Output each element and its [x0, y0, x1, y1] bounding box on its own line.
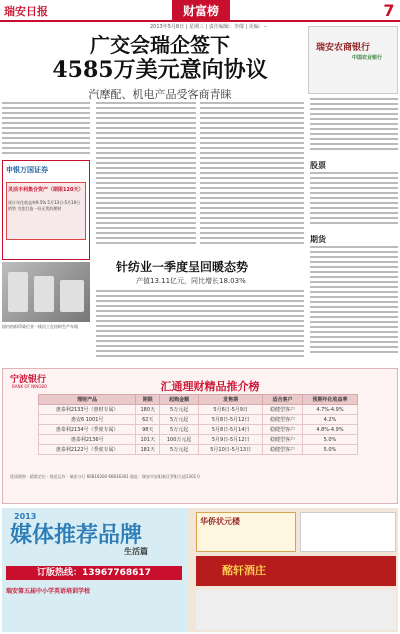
table-cell: 181天	[136, 445, 160, 455]
table-cell: 4.8%-4.9%	[302, 425, 357, 435]
table-cell: 5月9日-5月12日	[199, 435, 263, 445]
jewelry-ad[interactable]	[300, 512, 396, 552]
ningbo-bank-logo-en: BANK OF NINGBO	[12, 384, 48, 389]
table-cell: 5万元起	[160, 405, 199, 415]
lead-subhead: 汽摩配、机电产品受客商青睐	[88, 88, 232, 101]
securities-ad-product: 灵活丰利集合资产（期限120天）	[8, 187, 84, 193]
table-cell: 惠泰利2122号（季度专属）	[39, 445, 136, 455]
futures-text	[310, 246, 398, 364]
lead-article-col1	[2, 102, 90, 158]
table-header-row	[39, 395, 358, 405]
col-header: 预期年化收益率	[302, 395, 357, 405]
table-cell: 惠泰利2136号	[39, 435, 136, 445]
table-cell: 100万元起	[160, 435, 199, 445]
table-cell: 5.0%	[302, 435, 357, 445]
dateline: 2013年5月8日 | 星期三 | 责任编辑：李郁 | 美编：--	[150, 24, 268, 30]
table-cell: 稳健型客户	[263, 445, 303, 455]
table-cell: 5月10日-5月13日	[199, 445, 263, 455]
textile-headline: 针纺业一季度呈回暖态势	[116, 260, 249, 274]
textile-factory-photo	[2, 262, 90, 322]
media-ad-hotline[interactable]: 订版热线：13967768617	[6, 566, 182, 580]
lead-article-col2	[96, 102, 196, 252]
table-cell: 101天	[136, 435, 160, 445]
winery-ad-name: 酩轩酒庄	[222, 564, 266, 577]
table-cell: 4.7%-4.9%	[302, 405, 357, 415]
table-row	[39, 405, 358, 415]
securities-ad-detail: 预计年化收益率9.5% 5月13日-5月19日销售 为您打造一份无忧的理财	[8, 200, 81, 211]
stock-heading: 股票	[310, 161, 326, 170]
stock-text	[310, 172, 398, 230]
table-cell: 稳健型客户	[263, 405, 303, 415]
table-cell: 稳健型客户	[263, 435, 303, 445]
school-ad: 瑞安第五届中小学英语培训学校	[6, 588, 91, 595]
ningbo-bank-logo: 宁波银行	[10, 375, 47, 385]
table-row	[39, 445, 358, 455]
table-cell: 5月8日-5月14日	[199, 425, 263, 435]
agri-bank-logo: 中国农业银行	[352, 55, 383, 61]
col-header: 发售期	[199, 395, 263, 405]
photo-caption: 国内纺织印染行业一线员工在纺织生产车间	[2, 324, 78, 329]
table-cell: 62天	[136, 415, 160, 425]
table-row	[39, 435, 358, 445]
restaurant-ad-name: 华侨状元楼	[200, 517, 240, 526]
table-cell: 5月8日-5月12日	[199, 415, 263, 425]
lead-headline-line1: 广交会瑞企签下	[90, 33, 230, 57]
table-cell: 98天	[136, 425, 160, 435]
media-ad-life-tag: 生活篇	[124, 547, 148, 556]
finance-table-title: 汇通理财精品推介榜	[160, 380, 260, 393]
table-cell: 4.2%	[302, 415, 357, 425]
table-cell: 惠泰利2134号（季度专属）	[39, 425, 136, 435]
table-row	[39, 415, 358, 425]
table-cell: 5月6日-5月9日	[199, 405, 263, 415]
table-cell: 稳健型客户	[263, 425, 303, 435]
table-cell: 180天	[136, 405, 160, 415]
table-cell: 稳健型客户	[263, 415, 303, 425]
media-ad-year: 2013	[14, 512, 37, 521]
table-row	[39, 425, 358, 435]
market-summary-text	[310, 98, 398, 156]
media-ad-title: 媒体推荐品牌	[10, 522, 143, 548]
lead-headline-line2: 4585万美元意向协议	[52, 57, 268, 83]
finance-product-table	[38, 394, 358, 455]
textile-article	[96, 290, 304, 364]
bank-ad-logo: 瑞安农商银行	[316, 43, 371, 53]
table-cell: 5万元起	[160, 415, 199, 425]
textile-subhead: 产值13.11亿元，同比增长18.03%	[136, 277, 246, 285]
misc-ad[interactable]	[196, 590, 396, 630]
futures-heading: 期货	[310, 235, 326, 244]
table-cell: 5.0%	[302, 445, 357, 455]
table-cell: 5万元起	[160, 425, 199, 435]
finance-notes: 优质理财 · 精准定位 · 规范运作 · 瑞安分行 66816200 66816301 地址：瑞安市安阳新区罗阳大道1301号	[10, 474, 201, 479]
col-header: 理财产品	[39, 395, 136, 405]
lead-article-col3	[200, 102, 304, 252]
col-header: 期限	[136, 395, 160, 405]
page-number: 7	[383, 1, 395, 20]
table-cell: 惠泰利2133号（惠财专属）	[39, 405, 136, 415]
table-cell: 惠安6 1001号	[39, 415, 136, 425]
securities-ad-brand: 申银万国证券	[6, 166, 48, 174]
col-header: 起购金额	[160, 395, 199, 405]
section-tab: 财富榜	[172, 0, 230, 22]
newspaper-logo: 瑞安日报	[4, 5, 48, 18]
table-cell: 5万元起	[160, 445, 199, 455]
col-header: 适合客户	[263, 395, 303, 405]
